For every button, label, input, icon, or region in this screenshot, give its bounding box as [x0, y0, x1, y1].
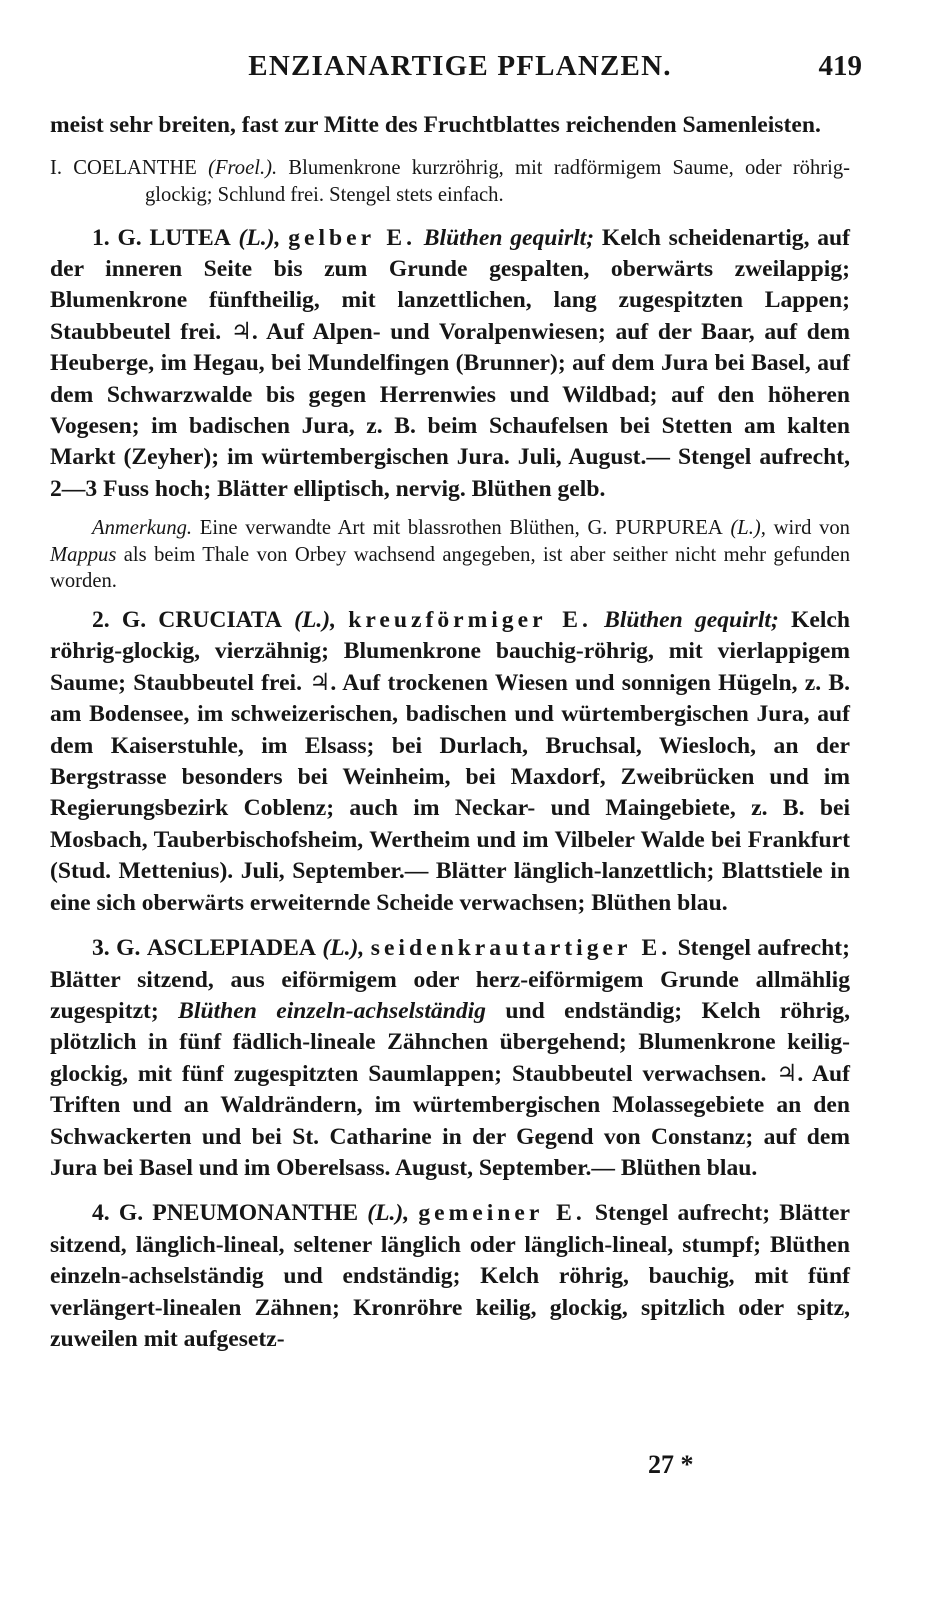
- species-text-b: und endständig; Kelch röhrig, plötzlich in fünf fädlich-lineale Zähnchen übergehend; Blumenkrone keilig-glockig, mit fünf zugespitzten Saumlappen; Staubbeutel verwachsen. ♃. Auf Triften und an Waldrändern, im würtembergischen Molassegebiete an den Schwackerten und bei St. Catharine in der Gegend von Constanz; auf dem Jura bei Basel und im Oberelsass. August, September.— Blüthen blau.: [50, 997, 850, 1181]
- species-authority: (L.),: [238, 224, 281, 251]
- note-source: Mappus: [50, 543, 117, 566]
- species-text: Kelch scheidenartig, auf der inneren Seite bis zum Grunde gespalten, oberwärts zweilappig; Blumenkrone fünftheilig, mit lanzettlichen, lang zugespitzten Lappen; Staubbeutel frei. ♃. Auf Alpen- und Voralpenwiesen; auf der Baar, auf dem Heuberge, im Hegau, bei Mundelfingen (Brunner); auf dem Jura bei Basel, auf dem Schwarzwalde bis gegen Herrenwies und Wildbad; auf den höheren Vogesen; im badischen Jura, z. B. beim Schaufelsen bei Stetten am kalten Markt (Zeyher); im würtembergischen Jura. Juli, August.— Stengel aufrecht, 2—3 Fuss hoch; Blätter elliptisch, nervig. Blüthen gelb.: [50, 224, 850, 502]
- common-name: gemeiner E.: [418, 1200, 586, 1227]
- species-entry-pneumonanthe: [50, 1198, 850, 1355]
- intro-text: meist sehr breiten, fast zur Mitte des Fruchtblattes reichenden Samenleisten.: [50, 112, 821, 138]
- note-label: Anmerkung.: [92, 517, 193, 540]
- diagnostic-phrase: Blüthen gequirlt;: [604, 607, 779, 634]
- species-number: 2. G.: [92, 607, 147, 634]
- common-name: seidenkrautartiger E.: [370, 935, 672, 962]
- species-authority: (L.),: [367, 1200, 410, 1227]
- species-number: 4. G.: [92, 1200, 144, 1227]
- species-entry-lutea: [50, 223, 850, 506]
- note-species-name: PURPUREA: [615, 517, 723, 540]
- section-name: COELANTHE: [73, 157, 197, 180]
- common-name: kreuzförmiger E.: [348, 607, 592, 634]
- section-number: I.: [50, 157, 63, 180]
- diagnostic-phrase: Blüthen gequirlt;: [423, 224, 595, 251]
- species-authority: (L.),: [322, 935, 365, 962]
- note-text-c: als beim Thale von Orbey wachsend angegeben, ist aber seither nicht mehr gefunden worden.: [50, 543, 850, 593]
- annotation-note: [50, 515, 850, 595]
- running-title: ENZIANARTIGE PFLANZEN.: [248, 50, 672, 82]
- note-text-a: Eine verwandte Art mit blassrothen Blüthen, G.: [199, 517, 608, 540]
- section-heading: [50, 155, 850, 208]
- note-text-b: wird von: [773, 517, 850, 540]
- species-name: PNEUMONANTHE: [152, 1200, 359, 1227]
- signature-mark: 27 *: [648, 1450, 694, 1479]
- species-name: CRUCIATA: [158, 607, 282, 634]
- species-number: 3. G.: [92, 935, 141, 962]
- section-text: Blumenkrone kurzröhrig, mit radförmigem Saume, oder röhrig-glockig; Schlund frei. Stengel stets einfach.: [145, 157, 851, 206]
- species-text: Stengel aufrecht; Blätter sitzend, länglich-lineal, seltener länglich oder länglich-lineal, stumpf; Blüthen einzeln-achselständig und endständig; Kelch röhrig, bauchig, mit fünf verlängert-linealen Zähnen; Kronröhre keilig, glockig, spitzlich oder spitz, zuweilen mit aufgesetz-: [50, 1200, 850, 1352]
- common-name: gelber E.: [288, 224, 417, 251]
- intro-paragraph: [50, 110, 850, 141]
- species-entry-asclepiadea: [50, 933, 850, 1184]
- diagnostic-phrase: Blüthen einzeln-achselständig: [178, 997, 486, 1024]
- species-entry-cruciata: [50, 605, 850, 919]
- species-name: ASCLEPIADEA: [146, 935, 316, 962]
- species-number: 1. G.: [92, 224, 142, 251]
- body-text: [50, 110, 850, 1355]
- note-authority: (L.),: [730, 517, 766, 540]
- page-number: 419: [818, 50, 862, 82]
- species-name: LUTEA: [149, 224, 231, 251]
- species-text: Kelch röhrig-glockig, vierzähnig; Blumenkrone bauchig-röhrig, mit vierlappigem Saume; Staubbeutel frei. ♃. Auf trockenen Wiesen und sonnigen Hügeln, z. B. am Bodensee, im schweizerischen, badischen und würtembergischen Jura, auf dem Kaiserstuhle, im Elsass; bei Durlach, Bruchsal, Wiesloch, an der Bergstrasse besonders bei Weinheim, bei Maxdorf, Zweibrücken und im Regierungsbezirk Coblenz; auch im Neckar- und Maingebiete, z. B. bei Mosbach, Tauberbischofsheim, Wertheim und im Vilbeler Walde bei Frankfurt (Stud. Mettenius). Juli, September.— Blätter länglich-lanzettlich; Blattstiele in eine sich oberwärts erweiternde Scheide verwachsen; Blüthen blau.: [50, 607, 850, 916]
- page-header: [50, 50, 870, 84]
- species-text-a: Stengel aufrecht; Blätter sitzend, aus eiförmigem oder herz-eiförmigem Grunde allmählig zugespitzt;: [50, 935, 850, 1024]
- section-authority: (Froel.).: [208, 157, 278, 180]
- species-authority: (L.),: [294, 607, 337, 634]
